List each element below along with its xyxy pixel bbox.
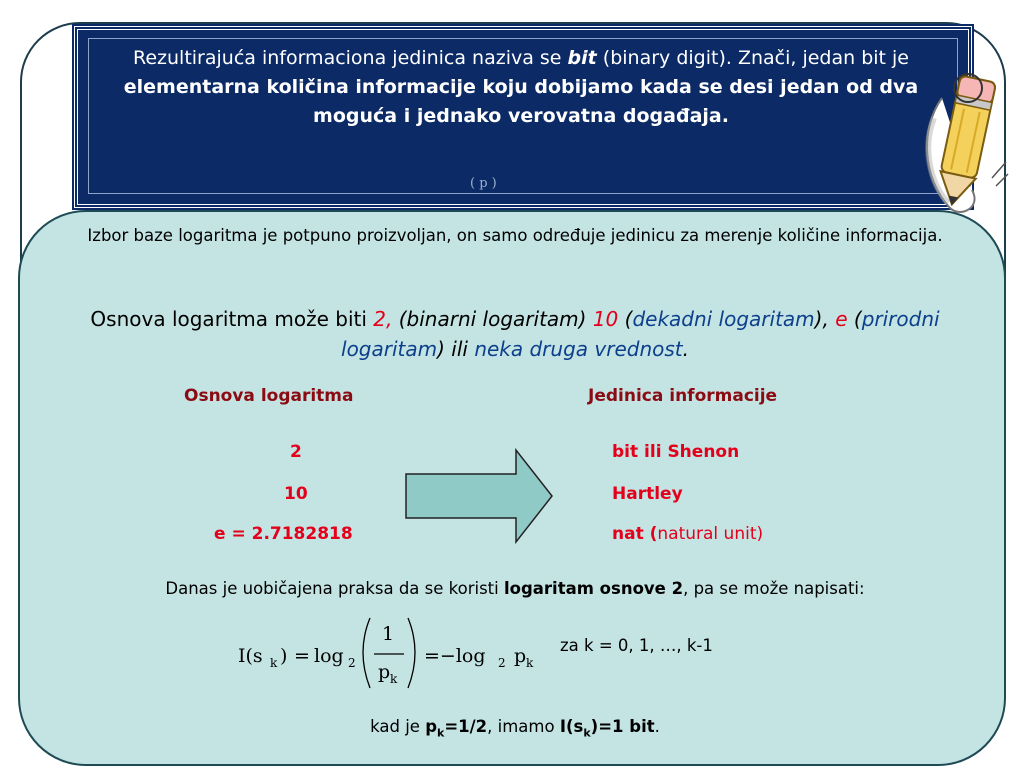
final-I-sub: k bbox=[583, 726, 591, 740]
base-close-paren: ), bbox=[814, 307, 836, 331]
final-I: I(s bbox=[559, 717, 584, 736]
formula-lhs: I(s bbox=[238, 645, 263, 667]
right-arrow-icon bbox=[400, 446, 560, 546]
final-eq: =1/2 bbox=[444, 717, 488, 736]
base-value-10: 10 bbox=[284, 484, 308, 504]
base-ili: ) ili bbox=[437, 337, 475, 361]
index-range: za k = 0, 1, …, k-1 bbox=[560, 636, 713, 655]
base-e: e bbox=[835, 307, 848, 331]
definition-text-part-1: Rezultirajuća informaciona jedinica naziva se bbox=[132, 47, 568, 69]
formula-p: p bbox=[514, 645, 527, 667]
information-formula bbox=[232, 612, 552, 694]
formula-minus-log: =−log bbox=[424, 645, 486, 667]
final-text-2: , imamo bbox=[487, 717, 560, 736]
pencil-clipart-icon bbox=[912, 58, 1012, 218]
formula-eq: = bbox=[294, 645, 310, 667]
column-header-unit: Jedinica informacije bbox=[588, 386, 778, 406]
base-prirodni: prirodni logaritam bbox=[341, 307, 940, 361]
formula-numerator: 1 bbox=[382, 623, 395, 645]
base-ten: 10 bbox=[592, 307, 619, 331]
base-period: . bbox=[682, 337, 689, 361]
formula-denominator-sub: k bbox=[390, 672, 398, 686]
formula-minus-log-base: 2 bbox=[498, 656, 506, 670]
formula-left-paren bbox=[363, 618, 370, 688]
final-period: . bbox=[654, 717, 660, 736]
formula-log-base: 2 bbox=[348, 656, 356, 670]
base-two: 2, bbox=[373, 307, 393, 331]
unit-nat bbox=[612, 524, 763, 544]
unit-hartley: Hartley bbox=[612, 484, 683, 504]
today-paragraph bbox=[60, 576, 970, 602]
unit-nat-rest: natural unit) bbox=[657, 524, 764, 544]
base-paragraph bbox=[60, 304, 970, 364]
formula-right-paren bbox=[408, 618, 415, 688]
unit-bit: bit ili Shenon bbox=[612, 442, 740, 462]
formula-p-sub: k bbox=[526, 656, 534, 670]
definition-text-part-2: (binary digit). Znači, jedan bit je bbox=[596, 47, 909, 69]
base-value-e: e = 2.7182818 bbox=[214, 524, 353, 544]
conclusion-line bbox=[60, 714, 970, 746]
formula-log: log bbox=[314, 645, 344, 667]
definition-bold: elementarna količina informacije koju dobijamo kada se desi jedan od dva moguća i jednako verovatna događaja. bbox=[123, 76, 919, 127]
base-value-2: 2 bbox=[290, 442, 302, 462]
today-text-2: , pa se može napisati: bbox=[683, 579, 865, 598]
base-open-paren-2: ( bbox=[847, 307, 862, 331]
intro-paragraph: Izbor baze logaritma je potpuno proizvoljan, on samo određuje jedinicu za merenje količine informacija. bbox=[87, 226, 943, 245]
partially-hidden-formula: ( p ) bbox=[470, 176, 497, 191]
today-bold: logaritam osnove 2 bbox=[503, 579, 684, 598]
base-text-1: Osnova logaritma može biti bbox=[90, 307, 374, 331]
final-p: p bbox=[425, 717, 437, 736]
final-result: )=1 bit bbox=[590, 717, 655, 736]
base-druga: neka druga vrednost bbox=[474, 337, 683, 361]
formula-lhs-close: ) bbox=[280, 645, 288, 667]
formula-lhs-sub: k bbox=[270, 656, 278, 670]
unit-nat-prefix: nat ( bbox=[612, 524, 658, 544]
today-text-1: Danas je uobičajena praksa da se koristi bbox=[165, 579, 504, 598]
formula-denominator: p bbox=[378, 661, 391, 683]
final-p-sub: k bbox=[437, 726, 445, 740]
final-text-1: kad je bbox=[370, 717, 426, 736]
definition-bit-word: bit bbox=[567, 47, 597, 69]
base-binarni: (binarni logaritam) bbox=[392, 307, 593, 331]
base-open-paren: ( bbox=[618, 307, 633, 331]
base-dekadni: dekadni logaritam bbox=[632, 307, 815, 331]
column-header-base: Osnova logaritma bbox=[184, 386, 354, 406]
definition-text bbox=[94, 44, 948, 131]
